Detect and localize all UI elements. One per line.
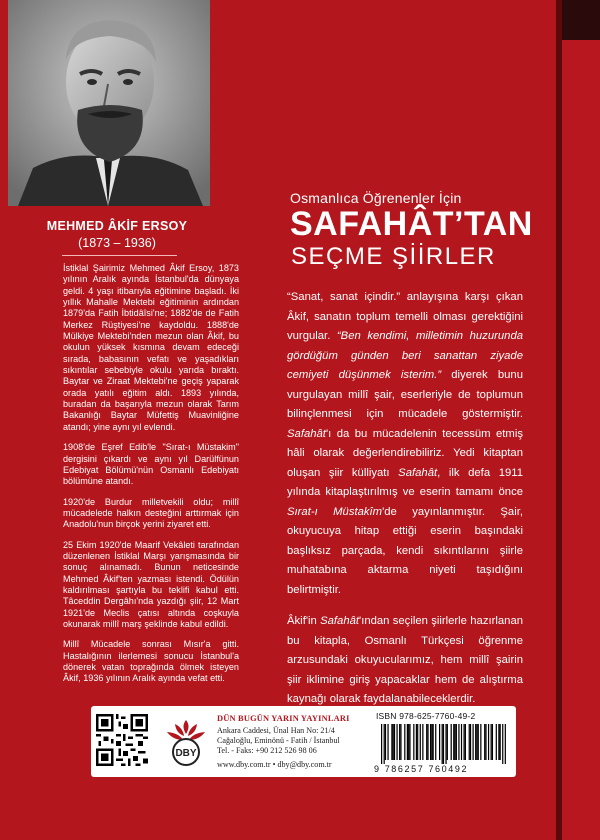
book-reference: Safahât xyxy=(287,427,326,440)
publisher-logo xyxy=(161,716,211,768)
text-segment: 'ından seçilen şiirlerle hazırlanan bu kitapla, Osmanlı Türkçesi öğrenme arzusundaki okuyucularımız, hem millî şairin şiir iklimine giriş yapacaklar hem de alıştırma kaynağı olarak faydalanabileceklerdir. xyxy=(287,615,524,705)
author-name: MEHMED ÂKİF ERSOY xyxy=(46,219,188,233)
divider xyxy=(62,255,177,256)
journal-reference: Sırat-ı Müstakîm xyxy=(287,505,383,518)
qr-code-icon[interactable] xyxy=(96,714,148,766)
bio-paragraph: 1920'de Burdur milletvekili oldu; millî mücadelede halkın desteğini arttırmak için Anadolu'nun birçok yerini ziyaret etti. xyxy=(63,496,239,530)
book-reference: Safahât xyxy=(398,466,438,479)
book-title-line1: SAFAHÂT’TAN xyxy=(290,205,533,243)
publisher-web: www.dby.com.tr • dby@dby.com.tr xyxy=(217,760,332,769)
background-strip xyxy=(562,0,600,40)
book-reference: Safahât xyxy=(320,615,360,627)
publisher-name: DÜN BUGÜN YARIN YAYINLARI xyxy=(217,714,350,723)
isbn-barcode xyxy=(381,724,506,764)
adjacent-book-cover xyxy=(562,40,600,840)
text-segment: “Sanat, sanat içindir.” anlayışına karşı çıkan Âkif, sanatın toplum temelli olması gerektiğini vurgular. xyxy=(287,291,523,342)
text-segment: 'ı da bu mücadelenin tecessüm etmiş hâli olarak değerlendirebiliriz. Yedi kitaptan oluşan şiir külliyatı xyxy=(287,427,523,479)
text-segment: 'de yayınlanmıştır. Şair, okuyucuya hitap ettiği eserin başındaki başlıksız parçada, kendi sıkıntılarını şiirle muhatabına aktarma niyeti taşıdığını belirtmiştir. xyxy=(287,505,523,596)
author-portrait xyxy=(8,0,210,206)
bio-paragraph: İstiklal Şairimiz Mehmed Âkif Ersoy, 1873 yılının Aralık ayında İstanbul'da dünyaya geldi. 4 yaşı itibarıyla eğitimine başladı. İki yıllık Mahalle Mektebi eğitiminin ardından 1879'da Fatih İbtidâîsi'ne; 1882'de de Fatih Merkez Rüştiyesi'ne kaydoldu. 1888'de Mülkiye Mektebi'nden mezun olan Âkif, bu okulun yüksek kısmına devam edeceği sırada, babasının vefatı ve yaşadıkları sıkıntılar sebebiyle okulu yarıda bıraktı. Baytar ve Ziraat Mektebi'ne geçiş yaparak orada yatılı eğitim aldı. 1893 yılında, buradan da başarıyla mezun olarak Tarım Bakanlığı Baytar Müfettiş Muavinliğine atandı; yine aynı yıl evlendi. xyxy=(63,263,239,432)
description-paragraph xyxy=(287,612,523,710)
publisher-address-line1: Ankara Caddesi, Ünal Han No: 21/4 xyxy=(217,726,335,735)
bio-paragraph: 1908'de Eşref Edib'le "Sırat-ı Müstakim" dergisini çıkardı ve aynı yıl Darülfünun Edebiyat Bölümü'nün Osmanlı Edebiyatı bölümüne atandı. xyxy=(63,442,239,487)
text-segment: , ilk defa 1911 yılında kitaplaştırılmış ve eserin tamamı önce xyxy=(287,466,523,498)
publisher-info-box xyxy=(91,706,516,777)
description-paragraph xyxy=(287,288,523,600)
publisher-address-line2: Cağaloğlu, Eminönü - Fatih / İstanbul xyxy=(217,736,340,745)
isbn-label: ISBN 978-625-7760-49-2 xyxy=(376,711,476,721)
author-years: (1873 – 1936) xyxy=(78,236,156,250)
author-biography xyxy=(63,263,239,694)
text-segment: Âkif'in xyxy=(287,615,321,627)
book-title-line2: SEÇME ŞİİRLER xyxy=(291,243,496,270)
publisher-logo-text: DBY xyxy=(175,748,197,759)
publisher-phone: Tel. - Faks: +90 212 526 98 06 xyxy=(217,746,317,755)
book-subtitle: Osmanlıca Öğrenenler İçin xyxy=(290,190,462,206)
barcode-digits: 9 786257 760492 xyxy=(374,764,469,774)
bio-paragraph: 25 Ekim 1920'de Maarif Vekâleti tarafından düzenlenen İstiklal Marşı yarışmasında bir sonuç alınamadı. Bunun neticesinde Mehmed Âkif'ten yazması istendi. Ödülün kaldırılması şartıyla bu teklifi kabul etti. Tâceddin Dergâhı'nda yazdığı şiir, 12 Mart 1921'de Meclis çatısı altında coşkuyla okunarak millî marş şeklinde kabul edildi. xyxy=(63,539,239,629)
bio-paragraph: Millî Mücadele sonrası Mısır'a gitti. Hastalığının ilerlemesi sonucu İstanbul'a dönerek vatan toprağında ölmek isteyen Âkif, 1936 yılının Aralık ayında vefat etti. xyxy=(63,639,239,684)
book-description xyxy=(287,288,523,722)
author-quote: “Ben kendimi, milletimin huzurunda gördüğüm günden beri sanattan ziyade cemiyeti düşünmek isterim.” xyxy=(287,330,524,381)
text-segment: diyerek bunu vurgulayan millî şair, eserleriyle de toplumun bilinçlenmesi için mücadele göstermiştir. xyxy=(287,369,523,420)
